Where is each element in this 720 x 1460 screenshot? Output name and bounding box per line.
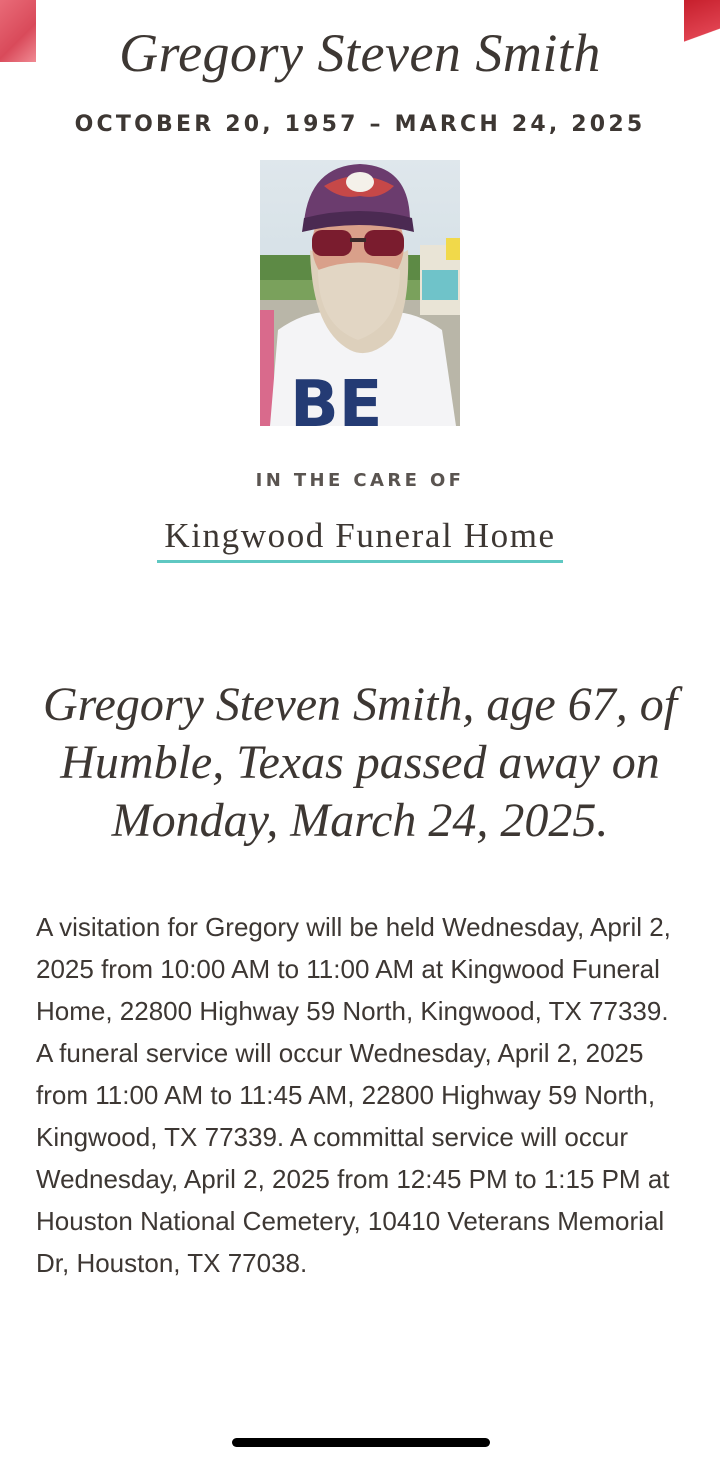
portrait-image	[260, 160, 460, 426]
funeral-home-link[interactable]: Kingwood Funeral Home	[157, 516, 563, 563]
home-indicator[interactable]	[232, 1438, 490, 1447]
obituary-headline: Gregory Steven Smith, age 67, of Humble, Texas passed away on Monday, March 24, 2025.	[42, 678, 678, 847]
service-details-text: A visitation for Gregory will be held Wednesday, April 2, 2025 from 10:00 AM to 11:00 AM at Kingwood Funeral Home, 22800 Highway 59 North, Kingwood, TX 77339. A funeral service will occur Wednesday, April 2, 2025 from 11:00 AM to 11:45 AM, 22800 Highway 59 North, Kingwood, TX 77339. A committal service will occur Wednesday, April 2, 2025 from 12:45 PM to 1:15 PM at Houston National Cemetery, 10410 Veterans Memorial Dr, Houston, TX 77038.	[36, 912, 671, 1278]
care-of-label: IN THE CARE OF	[255, 470, 465, 491]
shirt-text: BE	[290, 368, 383, 426]
life-dates: OCTOBER 20, 1957 – MARCH 24, 2025	[74, 112, 646, 137]
deceased-name: Gregory Steven Smith	[119, 23, 601, 83]
portrait-photo	[260, 160, 460, 426]
